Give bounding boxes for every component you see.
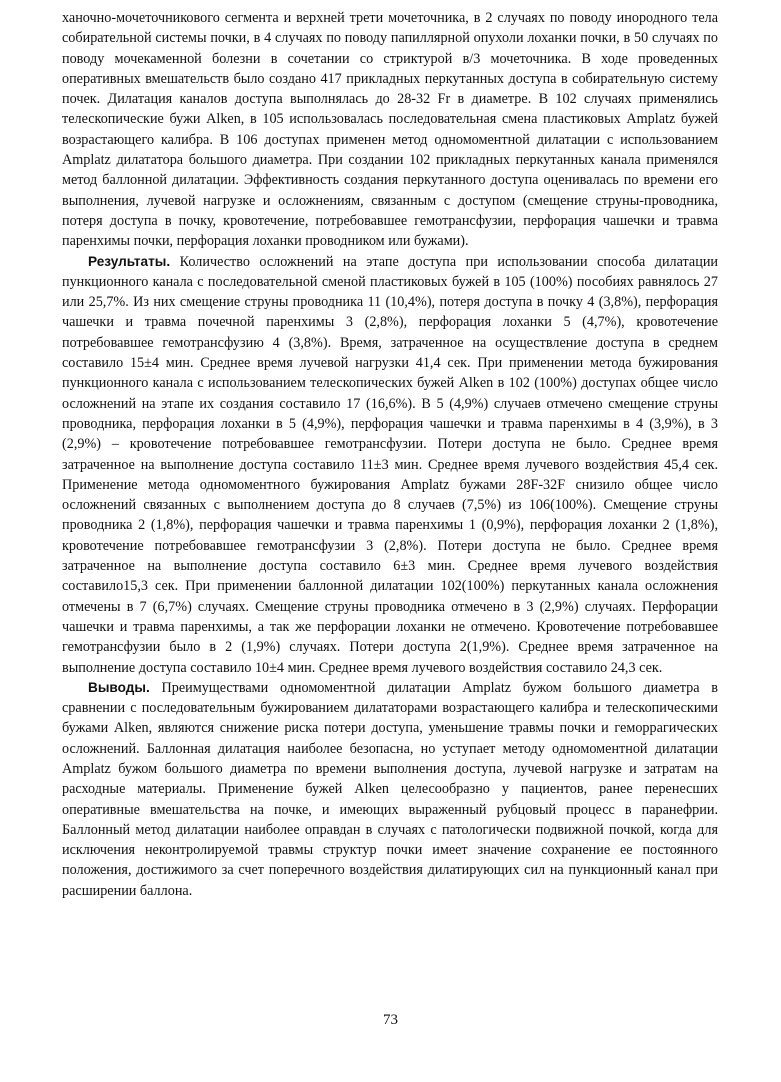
results-heading: Результаты. <box>88 253 171 269</box>
results-text: Количество осложнений на этапе доступа при использовании способа дилатации пункционного канала с последовательной сменой пластиковых бужей в 105 (100%) пособиях равнялось 27 или 25,7%. Из них смещение струны проводника 11 (10,4%), потеря доступа в почку 4 (3,8%), перфорация чашечки и травма почечной паренхимы 3 (2,8%), перфорация лоханки 5 (4,7%), кровотечение потребовавшее гемотрансфузию 4 (3,8%). Время, затраченное на осуществление доступа в среднем составило 15±4 мин. Среднее время лучевой нагрузки 41,4 сек. При применении метода бужирования пункционного канала с использованием телескопических бужей Alken в 102 (100%) доступах общее число осложнений на этапе их создания составило 17 (16,6%). В 5 (4,9%) случаев отмечено смещение струны проводника, перфорация лоханки в 5 (4,9%), перфорация чашечки и травма паренхимы в 4 (3,9%), в 3 (2,9%) – кровотечение потребовавшее гемотрансфузии. Потери доступа не было. Среднее время затраченное на выполнение доступа составило 11±3 мин. Среднее время лучевого воздействия 45,4 сек. Применение метода одномоментного бужирования Amplatz бужами 28F-32F снизило общее число осложнений связанных с выполнением доступа до 8 случаев (7,5%) из 106(100%). Смещение струны проводника 2 (1,8%), перфорация чашечки и травма паренхимы 1 (0,9%), перфорация лоханки 2 (1,8%), кровотечение потребовавшее гемотрансфузии 3 (2,8%). Потери доступа не было. Среднее время затраченное на выполнение доступа составило 6±3 мин. Среднее время лучевого воздействия составило15,3 сек. При применении баллонной дилатации 102(100%) перкутанных канала осложнения отмечены в 7 (6,7%) случаях. Смещение струны проводника отмечено в 3 (2,9%) случаях. Перфорации чашечки и травма паренхимы, а так же перфорации лоханки не отмечено. Кровотечение потребовавшее гемотрансфузии было в 2 (1,9%) случаях. Потери доступа 2(1,9%). Среднее время затраченное на выполнение доступа составило 10±4 мин. Среднее время лучевого воздействия составило 24,3 сек. <box>62 253 719 676</box>
methods-paragraph: ханочно-мочеточникового сегмента и верхней трети мочеточника, в 2 случаях по поводу инородного тела собирательной системы почки, в 4 случаях по поводу папиллярной опухоли лоханки почки, в 50 случаях по поводу мочекаменной болезни в сочетании со стриктурой в/3 мочеточника. В ходе проведенных оперативных вмешательств было создано 417 прикладных перкутанных доступа в собирательную систему почек. Дилатация каналов доступа выполнялась до 28-32 Fr в диаметре. В 102 случаях применялись телескопические бужи Alken, в 105 использовалась последовательная смена пластиковых Amplatz бужей возрастающего калибра. В 106 доступах применен метод одномоментной дилатации с использованием Amplatz дилататора большого диаметра. При создании 102 прикладных перкутанных канала применялся метод баллонной дилатации. Эффективность создания перкутанного доступа оценивалась по времени его выполнения, лучевой нагрузке и осложнениям, связанным с доступом (смещение струны-проводника, потеря доступа в почку, кровотечение, потребовавшее гемотрансфузии, перфорация чашечки и травма паренхимы почки, перфорация лоханки проводником или бужами). <box>62 10 718 250</box>
document-page <box>62 8 718 901</box>
conclusions-text: Преимуществами одномоментной дилатации Amplatz бужом большого диаметра в сравнении с последовательным бужированием дилататорами возрастающего калибра и телескопическими бужами Alken, являются снижение риска потери доступа, уменьшение травмы почки и геморрагических осложнений. Баллонная дилатация наиболее безопасна, но уступает методу одномоментной дилатации Amplatz бужом большого диаметра по времени выполнения доступа, лучевой нагрузке и затратам на расходные материалы. Применение бужей Alken целесообразно у пациентов, ранее перенесших оперативные вмешательства на почке, и имеющих выраженный рубцовый процесс в паранефрии. Баллонный метод дилатации наиболее оправдан в случаях с патологически подвижной почкой, когда для исключения неконтролируемой травмы структур почки имеет значение сохранение ее постоянного положения, достижимого за счет поперечного воздействия дилатирующих сил на пункционный канал при расширении баллона. <box>62 679 718 899</box>
page-number: 73 <box>383 1012 398 1028</box>
results-paragraph <box>62 252 718 678</box>
conclusions-heading: Выводы. <box>88 679 150 695</box>
conclusions-paragraph <box>62 678 718 901</box>
